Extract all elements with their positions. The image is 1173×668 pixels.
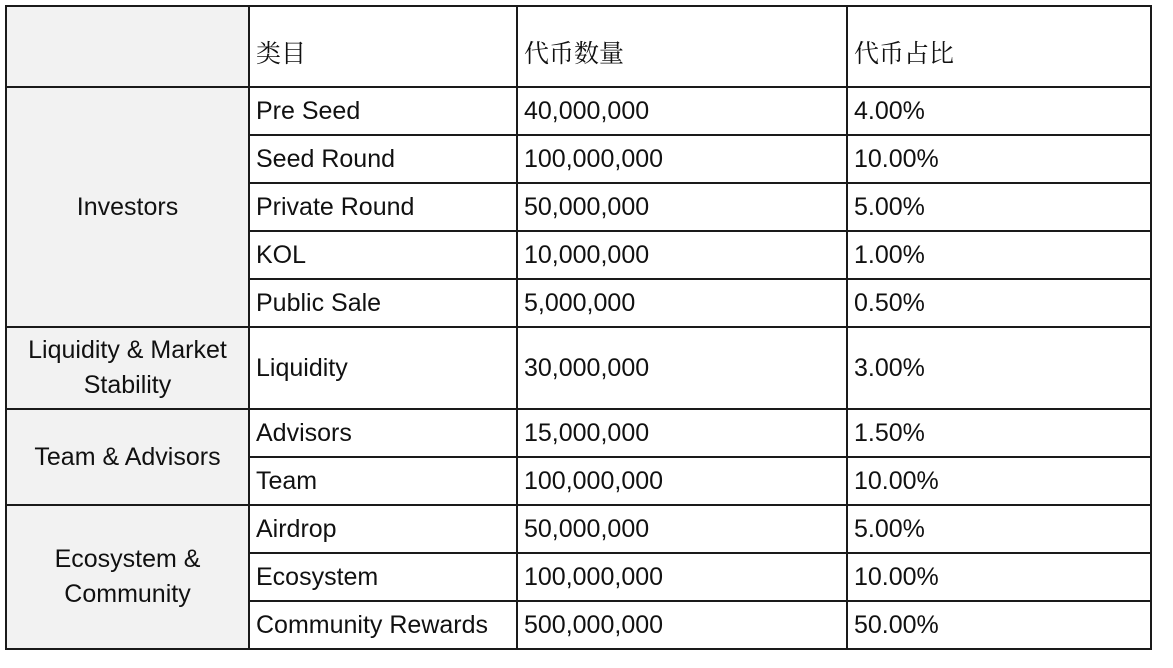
- share-cell: 3.00%: [847, 327, 1151, 409]
- header-category: 类目: [249, 6, 517, 87]
- category-cell: Community Rewards: [249, 601, 517, 649]
- table-row: [6, 409, 1151, 457]
- group-cell-liquidity-market-stability: Liquidity & Market Stability: [6, 327, 249, 409]
- category-cell: Advisors: [249, 409, 517, 457]
- token-allocation-table-container: [5, 5, 1152, 650]
- share-cell: 5.00%: [847, 183, 1151, 231]
- amount-cell: 40,000,000: [517, 87, 847, 135]
- category-cell: Liquidity: [249, 327, 517, 409]
- share-cell: 10.00%: [847, 457, 1151, 505]
- amount-cell: 5,000,000: [517, 279, 847, 327]
- category-cell: Public Sale: [249, 279, 517, 327]
- amount-cell: 30,000,000: [517, 327, 847, 409]
- header-token-amount: 代币数量: [517, 6, 847, 87]
- share-cell: 10.00%: [847, 553, 1151, 601]
- group-cell-ecosystem-community: Ecosystem & Community: [6, 505, 249, 649]
- header-row: [6, 6, 1151, 87]
- category-cell: Team: [249, 457, 517, 505]
- group-cell-investors: Investors: [6, 87, 249, 327]
- amount-cell: 100,000,000: [517, 135, 847, 183]
- header-empty-cell: [6, 6, 249, 87]
- group-cell-team-advisors: Team & Advisors: [6, 409, 249, 505]
- amount-cell: 100,000,000: [517, 553, 847, 601]
- amount-cell: 500,000,000: [517, 601, 847, 649]
- token-allocation-table: [5, 5, 1152, 650]
- amount-cell: 50,000,000: [517, 505, 847, 553]
- share-cell: 4.00%: [847, 87, 1151, 135]
- table-row: [6, 87, 1151, 135]
- category-cell: Pre Seed: [249, 87, 517, 135]
- category-cell: Airdrop: [249, 505, 517, 553]
- share-cell: 10.00%: [847, 135, 1151, 183]
- table-row: [6, 327, 1151, 409]
- share-cell: 50.00%: [847, 601, 1151, 649]
- category-cell: Private Round: [249, 183, 517, 231]
- table-row: [6, 505, 1151, 553]
- amount-cell: 15,000,000: [517, 409, 847, 457]
- category-cell: Ecosystem: [249, 553, 517, 601]
- amount-cell: 50,000,000: [517, 183, 847, 231]
- share-cell: 5.00%: [847, 505, 1151, 553]
- share-cell: 1.50%: [847, 409, 1151, 457]
- amount-cell: 10,000,000: [517, 231, 847, 279]
- header-token-share: 代币占比: [847, 6, 1151, 87]
- category-cell: Seed Round: [249, 135, 517, 183]
- amount-cell: 100,000,000: [517, 457, 847, 505]
- share-cell: 0.50%: [847, 279, 1151, 327]
- category-cell: KOL: [249, 231, 517, 279]
- share-cell: 1.00%: [847, 231, 1151, 279]
